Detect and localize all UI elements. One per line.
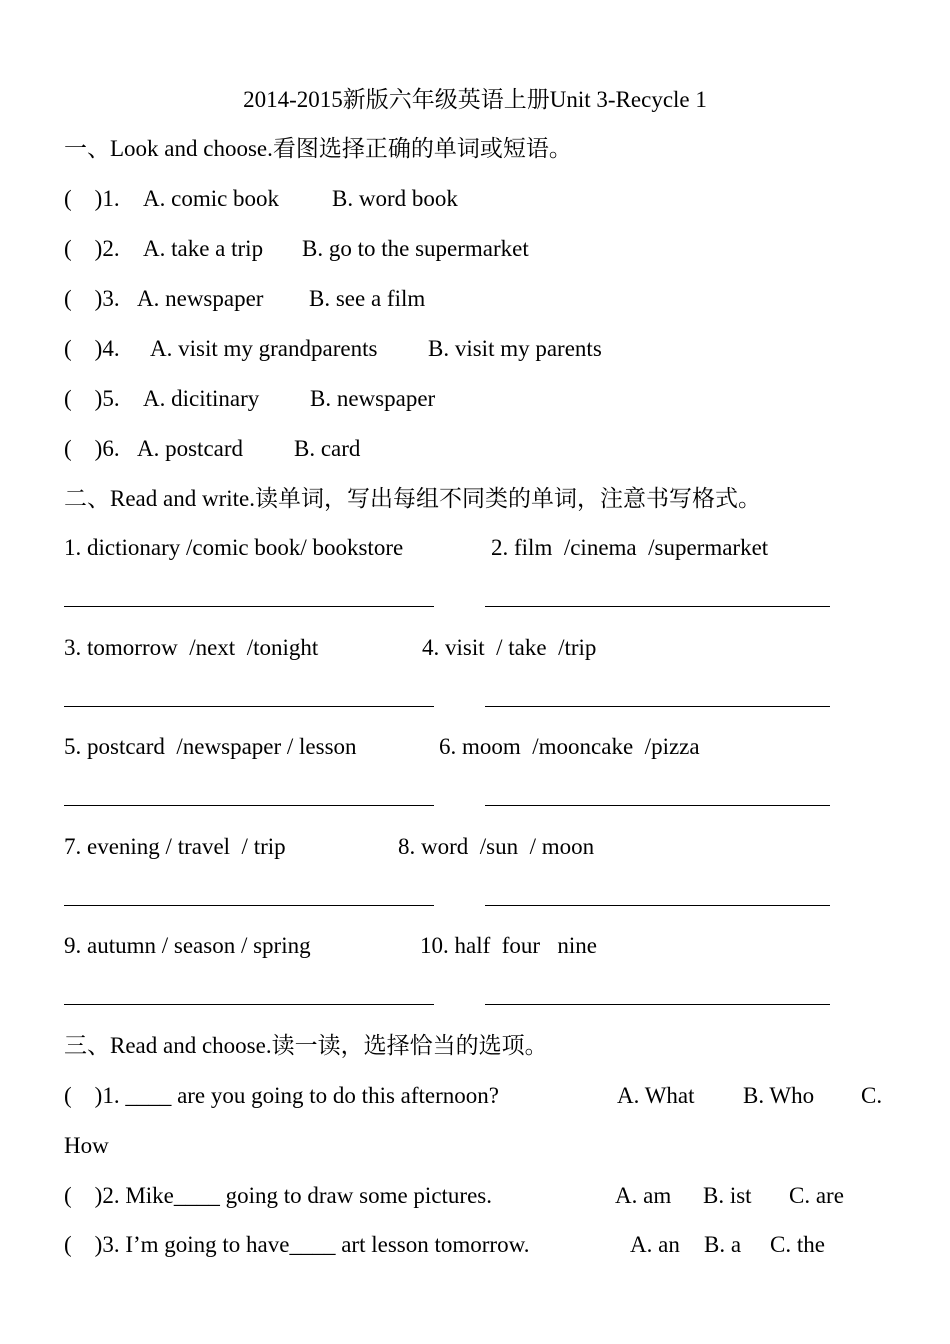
option-a: A. am — [615, 1183, 672, 1208]
answer-line-left[interactable] — [64, 606, 434, 607]
option-a: A. visit my grandparents — [150, 336, 378, 361]
option-a: A. an — [630, 1232, 680, 1257]
option-b: B. word book — [332, 186, 458, 211]
word-group-right: 6. moom /mooncake /pizza — [439, 734, 700, 759]
answer-line-right[interactable] — [485, 706, 830, 707]
section2-heading: 二、Read and write.读单词，写出每组不同类的单词，注意书写格式。 — [64, 486, 761, 511]
answer-line-right[interactable] — [485, 805, 830, 806]
answer-line-left[interactable] — [64, 706, 434, 707]
answer-bracket: ( )6. — [64, 436, 120, 461]
word-group-right: 10. half four nine — [420, 933, 597, 958]
section3-heading: 三、Read and choose.读一读，选择恰当的选项。 — [64, 1033, 548, 1058]
option-a: A. newspaper — [137, 286, 264, 311]
answer-bracket: ( )5. — [64, 386, 120, 411]
page-title: 2014-2015新版六年级英语上册Unit 3-Recycle 1 — [243, 87, 707, 112]
option-b: B. ist — [703, 1183, 752, 1208]
answer-line-left[interactable] — [64, 905, 434, 906]
option-b: B. card — [294, 436, 361, 461]
option-b: B. Who — [743, 1083, 815, 1108]
answer-line-right[interactable] — [485, 905, 830, 906]
word-group-left: 9. autumn / season / spring — [64, 933, 311, 958]
answer-bracket: ( )3. — [64, 286, 120, 311]
option-c-continued: How — [64, 1133, 109, 1158]
word-group-left: 5. postcard /newspaper / lesson — [64, 734, 357, 759]
section1-heading: 一、Look and choose.看图选择正确的单词或短语。 — [64, 136, 572, 161]
option-a: A. comic book — [143, 186, 280, 211]
word-group-right: 4. visit / take /trip — [422, 635, 597, 660]
question-stem: ( )1. ____ are you going to do this afternoon? — [64, 1083, 499, 1108]
option-c: C. are — [789, 1183, 844, 1208]
question-stem: ( )3. I’m going to have____ art lesson tomorrow. — [64, 1232, 530, 1257]
option-a: A. postcard — [137, 436, 244, 461]
word-group-left: 1. dictionary /comic book/ bookstore — [64, 535, 404, 560]
option-a: A. dicitinary — [143, 386, 260, 411]
option-c: C. — [861, 1083, 883, 1108]
answer-bracket: ( )1. — [64, 186, 120, 211]
answer-line-left[interactable] — [64, 805, 434, 806]
option-c: C. the — [770, 1232, 825, 1257]
option-b: B. visit my parents — [428, 336, 602, 361]
word-group-left: 3. tomorrow /next /tonight — [64, 635, 319, 660]
word-group-right: 8. word /sun / moon — [398, 834, 595, 859]
answer-line-left[interactable] — [64, 1004, 434, 1005]
answer-line-right[interactable] — [485, 1004, 830, 1005]
option-b: B. newspaper — [310, 386, 436, 411]
answer-line-right[interactable] — [485, 606, 830, 607]
answer-bracket: ( )2. — [64, 236, 120, 261]
option-b: B. go to the supermarket — [302, 236, 529, 261]
word-group-left: 7. evening / travel / trip — [64, 834, 286, 859]
option-a: A. take a trip — [143, 236, 264, 261]
option-b: B. a — [704, 1232, 742, 1257]
option-b: B. see a film — [309, 286, 426, 311]
question-stem: ( )2. Mike____ going to draw some pictures. — [64, 1183, 492, 1208]
option-a: A. What — [617, 1083, 695, 1108]
answer-bracket: ( )4. — [64, 336, 120, 361]
word-group-right: 2. film /cinema /supermarket — [491, 535, 769, 560]
